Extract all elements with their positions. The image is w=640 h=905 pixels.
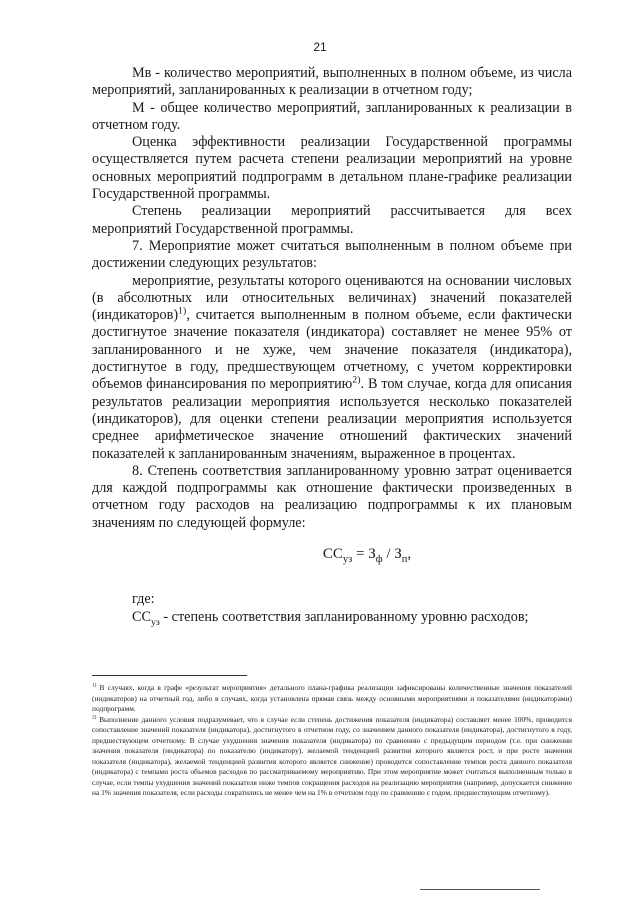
where-label: где: [132,591,155,608]
paragraph-7: 7. Мероприятие может считаться выполненным в полном объеме при достижении следующих результатов: [92,237,572,272]
ccuz-sub: уз [150,616,160,628]
paragraph-mv: Мв - количество мероприятий, выполненных в полном объеме, из числа мероприятий, запланированных к реализации в отчетном году; [92,65,572,99]
paragraph-meropriyatie [92,273,572,463]
footnote-2-mark: 2) [92,714,97,721]
paragraph-8: 8. Степень соответствия запланированному уровню затрат оценивается для каждой подпрограммы как отношение фактически произведенных в отчетном году расходов на реализацию подпрограммы к их плановым значениям по следующей формуле: [92,462,572,531]
footnote-2 [92,715,572,799]
meropriyatie-part-c: . В том случае, когда для описания результатов реализации мероприятия используется несколько показателей (индикаторов), для оценки степени реализации мероприятия используется среднее арифметическое значение отношений фактических значений показателей к запланированным значениям, выраженное в процентах. [92,376,572,462]
formula-f-sub: ф [375,554,383,566]
footnote-ref-1: 1) [178,305,187,317]
footnote-ref-2: 2) [352,374,361,386]
formula-p-sub: п [401,554,408,566]
formula-end: , [407,546,412,563]
footnote-separator [92,675,247,676]
ccuz-symbol: СС [132,608,151,625]
formula-div: / З [382,546,402,563]
bottom-scan-line [420,889,540,890]
footnotes [92,683,572,799]
paragraph-ccuz [92,609,572,626]
formula-eq: = З [352,546,376,563]
paragraph-m: М - общее количество мероприятий, запланированных к реализации в отчетном году. [92,99,572,133]
paragraph-stepen: Степень реализации мероприятий рассчитывается для всех мероприятий Государственной программы. [92,203,572,237]
ccuz-description: - степень соответствия запланированному уровню расходов; [159,608,529,625]
footnote-1 [92,683,572,715]
page-number: 21 [313,40,327,54]
formula-lhs-sub: уз [342,554,353,566]
footnote-1-text: В случаях, когда в графе «результат мероприятия» детального плана-графика реализации зафиксированы количественные значения показателей (индикаторов) на отчетный год, либо в случаях, когда установлена прямая связь между основными мероприятиями и показателями (индикаторами) подпрограмм. [92,683,572,713]
meropriyatie-part-b: , считается выполненным в полном объеме, если фактически достигнутое значение показателя (индикатора) составляет не менее 95% от запланированного и не хуже, чем значение показателя (индикатора), достигнутое в году, предшествующем отчетному, с учетом корректировки объемов финансирования по мероприятию [92,307,572,393]
formula [92,546,572,566]
meropriyatie-part-a: мероприятие, результаты которого оцениваются на основании числовых (в абсолютных или относительных величинах) значений показателей (индикаторов) [92,272,572,324]
formula-lhs: СС [322,546,343,563]
footnote-2-text: Выполнение данного условия подразумевает, что в случае если степень достижения показателя (индикатора) составляет менее 100%, проводится сопоставление значений показателя (индикатора), достигнутого в отчетном году, со значением данного показателя (индикатора), достигнутого в году, предшествующем отчетному. В случае ухудшения значения показателя (индикатора) по сравнению с предыдущим периодом (т.е. при снижении значения показателя (индикатора) по показателю (индикатору), желаемой тенденцией развития которого является рост, и при росте значения показателя (индикатора), желаемой тенденцией развития которого является снижение) проводится сопоставление темпов роста данного показателя (индикатора) с темпами роста объемов расходов по рассматриваемому мероприятию. При этом мероприятие может считаться выполненным только в случае, если темпы ухудшения значений показателя ниже темпов сокращения расходов на реализацию мероприятия (например, допускается снижение на 1% значения показателя, если расходы сократились не менее чем на 1% в отчетном году по сравнению с годом, предшествующим отчетному). [92,714,572,797]
main-text [92,65,572,626]
footnote-1-mark: 1) [92,682,97,689]
paragraph-ocenka: Оценка эффективности реализации Государственной программы осуществляется путем расчета степени реализации мероприятий на уровне основных мероприятий подпрограмм в детальном плане-графике реализации Государственной программы. [92,134,572,203]
